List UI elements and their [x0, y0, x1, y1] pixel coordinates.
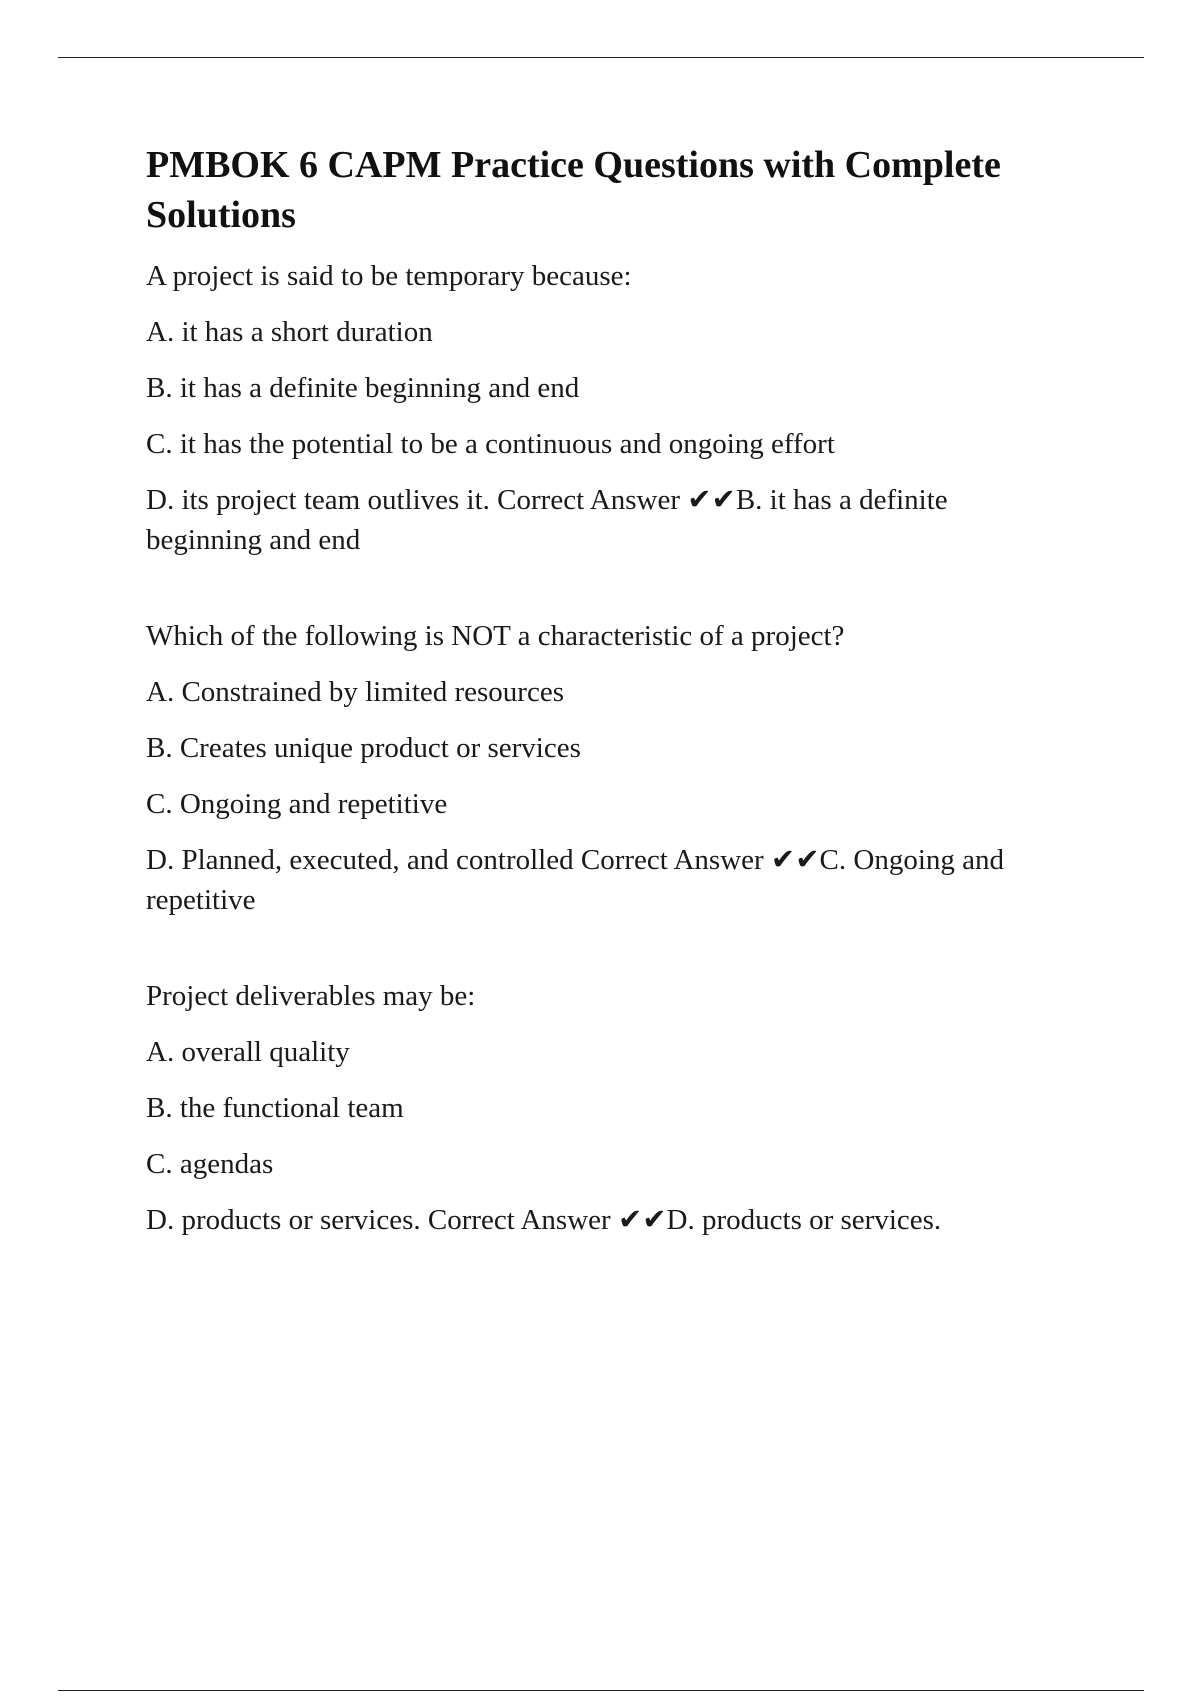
double-check-icon: ✔✔ — [687, 484, 736, 516]
answer-option-c: C. Ongoing and repetitive — [146, 788, 448, 820]
answer-option-b: B. Creates unique product or services — [146, 732, 581, 764]
answer-option-d: D. products or services. — [146, 1204, 421, 1236]
question-block — [146, 256, 1066, 560]
question-block — [146, 616, 1066, 920]
answer-option-a: A. Constrained by limited resources — [146, 676, 564, 708]
correct-answer-label: Correct Answer — [497, 484, 680, 516]
correct-answer-label: Correct Answer — [580, 844, 764, 876]
question-prompt: A project is said to be temporary because: — [146, 260, 632, 292]
answer-option-a: A. it has a short duration — [146, 316, 433, 348]
answer-option-d-with-solution — [146, 840, 1066, 920]
header-divider — [58, 57, 1144, 58]
answer-option-c: C. it has the potential to be a continuous and ongoing effort — [146, 428, 835, 460]
correct-answer-text: D. products or services. — [666, 1204, 942, 1236]
document-body — [146, 140, 1066, 1240]
double-check-icon: ✔✔ — [770, 844, 820, 876]
answer-option-d: D. Planned, executed, and controlled — [146, 844, 574, 876]
answer-option-b: B. it has a definite beginning and end — [146, 372, 580, 404]
answer-option-b: B. the functional team — [146, 1092, 404, 1124]
question-prompt: Project deliverables may be: — [146, 980, 476, 1012]
answer-option-d: D. its project team outlives it. — [146, 484, 490, 516]
answer-option-c: C. agendas — [146, 1148, 274, 1180]
question-block — [146, 976, 1066, 1240]
answer-option-d-with-solution — [146, 1200, 1066, 1240]
double-check-icon: ✔✔ — [617, 1204, 667, 1236]
document-title: PMBOK 6 CAPM Practice Questions with Complete Solutions — [146, 144, 1001, 236]
answer-option-a: A. overall quality — [146, 1036, 350, 1068]
question-prompt: Which of the following is NOT a characteristic of a project? — [146, 620, 845, 652]
answer-option-d-with-solution — [146, 480, 1066, 560]
correct-answer-text: B. it has a definite beginning and end — [146, 484, 948, 556]
correct-answer-text: C. Ongoing and repetitive — [146, 844, 1004, 916]
footer-divider — [58, 1690, 1144, 1691]
correct-answer-label: Correct Answer — [427, 1204, 611, 1236]
